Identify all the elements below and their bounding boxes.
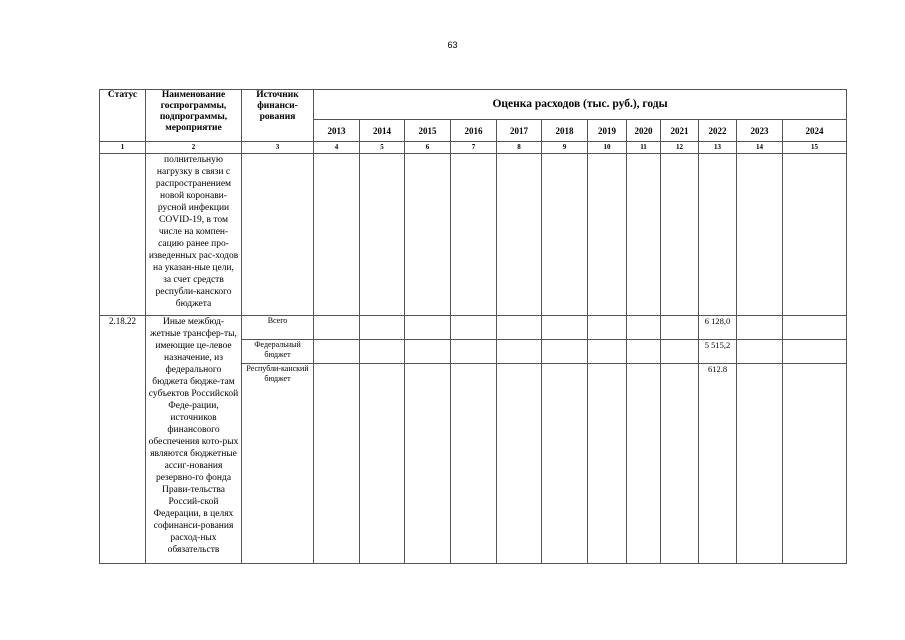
year-header: 2016: [451, 120, 497, 142]
year-header: 2017: [497, 120, 542, 142]
year-header: 2021: [661, 120, 699, 142]
column-number: 6: [405, 142, 451, 154]
column-number: 3: [242, 142, 314, 154]
source-cell: Республи-канский бюджет: [242, 364, 314, 564]
empty-cell: [242, 154, 314, 316]
value-cell-2022: 5 515,2: [699, 340, 737, 364]
column-number: 9: [542, 142, 588, 154]
page-number: 63: [447, 40, 458, 50]
year-header: 2022: [699, 120, 737, 142]
continuation-row: [100, 154, 847, 316]
year-header: 2023: [737, 120, 783, 142]
header-name: Наименование госпрограммы, подпрограммы, мероприятие: [146, 90, 242, 142]
header-source: Источник финанси-рования: [242, 90, 314, 142]
column-number: 13: [699, 142, 737, 154]
item-row-total: [100, 316, 847, 340]
year-header: 2015: [405, 120, 451, 142]
budget-table: [99, 89, 847, 564]
value-cell-2022: 612.8: [699, 364, 737, 564]
column-number: 5: [360, 142, 405, 154]
column-number: 4: [314, 142, 360, 154]
year-header: 2018: [542, 120, 588, 142]
header-estimate: Оценка расходов (тыс. руб.), годы: [314, 90, 847, 120]
item-name: Иные межбюд-жетные трансфер-ты, имеющие це-левое назначение, из федерального бюджета бюдже-там субъектов Российской Феде-рации, источников финансового обеспечения кото-рых являются бюджетные ассиг-нования резервно-го фонда Прави-тельства Россий-ской Федерации, в целях софинанси-рования расход-ных обязательств: [146, 316, 242, 564]
column-number: 2: [146, 142, 242, 154]
year-header: 2020: [627, 120, 661, 142]
continuation-name: полнительную нагрузку в связи с распространением новой коронави-русной инфекции COVID-19, в том числе на компен-сацию ранее про-изведенных рас-ходов на указан-ные цели, за счет средств республи-канского бюджета: [146, 154, 242, 316]
column-number: 1: [100, 142, 146, 154]
year-header: 2013: [314, 120, 360, 142]
column-number: 11: [627, 142, 661, 154]
column-number: 7: [451, 142, 497, 154]
empty-cell: [100, 154, 146, 316]
header-status: Статус: [100, 90, 146, 142]
column-number: 15: [783, 142, 847, 154]
source-cell: Всего: [242, 316, 314, 340]
year-header: 2024: [783, 120, 847, 142]
column-number: 8: [497, 142, 542, 154]
column-number: 10: [588, 142, 627, 154]
column-number: 12: [661, 142, 699, 154]
year-header: 2014: [360, 120, 405, 142]
year-header: 2019: [588, 120, 627, 142]
value-cell-2022: 6 128,0: [699, 316, 737, 340]
source-cell: Федеральный бюджет: [242, 340, 314, 364]
column-number: 14: [737, 142, 783, 154]
item-status: 2.18.22: [100, 316, 146, 564]
